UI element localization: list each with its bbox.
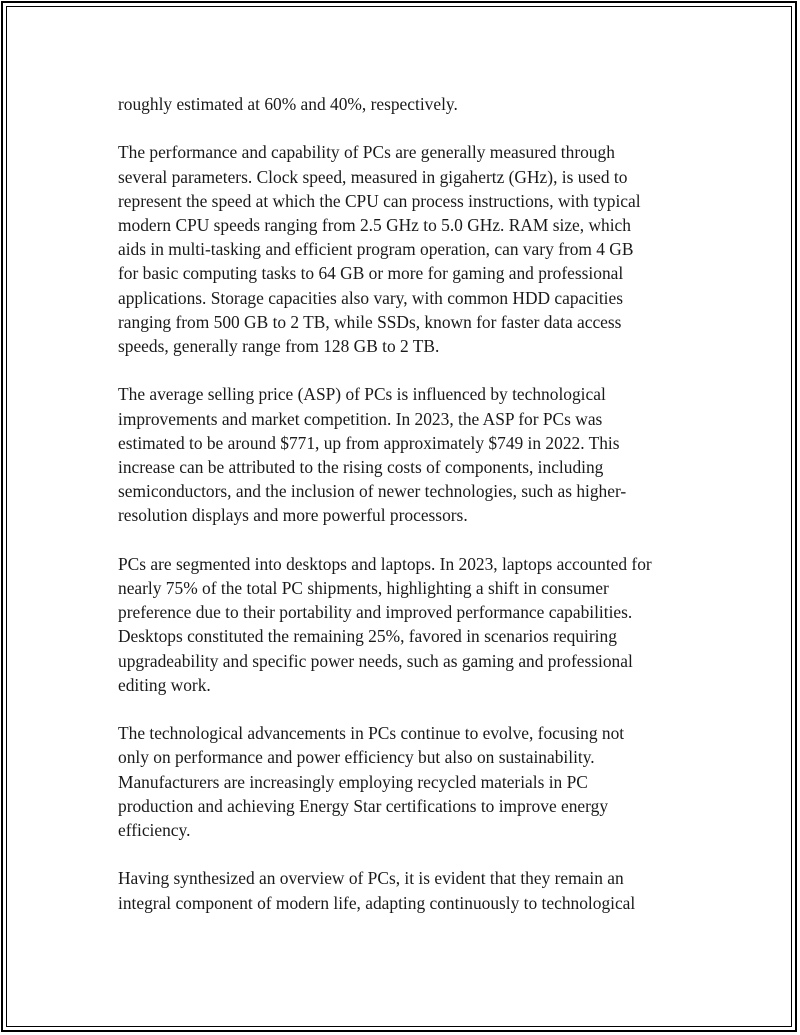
- paragraph-segmentation: PCs are segmented into desktops and laptops. In 2023, laptops accounted for nearly 75% of the total PC shipments, highlighting a shift in consumer preference due to their portability and improved performance capabilities. Desktops constituted the remaining 25%, favored in scenarios requiring upgradeability and specific power needs, such as gaming and professional editing work.: [118, 553, 652, 695]
- document-body: [118, 92, 688, 939]
- paragraph-technological-advancements: The technological advancements in PCs continue to evolve, focusing not only on performance and power efficiency but also on sustainability. Manufacturers are increasingly employing recycled materials in PC production and achieving Energy Star certifications to improve energy efficiency.: [118, 723, 625, 841]
- paragraph-overview-conclusion: Having synthesized an overview of PCs, it is evident that they remain an integral component of modern life, adapting continuously to technological: [118, 868, 636, 913]
- paragraph-average-selling-price: The average selling price (ASP) of PCs is influenced by technological improvements and market competition. In 2023, the ASP for PCs was estimated to be around $771, up from approximately $749 in 2022. This increase can be attributed to the rising costs of components, including semiconductors, and the inclusion of newer technologies, such as higher- resolution displays and more powerful processors.: [118, 384, 627, 526]
- paragraph-market-share-continuation: roughly estimated at 60% and 40%, respectively.: [118, 94, 458, 114]
- paragraph-performance: The performance and capability of PCs are generally measured through several parameters. Clock speed, measured in gigahertz (GHz), is used to represent the speed at which the CPU can process instructions, with typical modern CPU speeds ranging from 2.5 GHz to 5.0 GHz. RAM size, which aids in multi-tasking and efficient program operation, can vary from 4 GB for basic computing tasks to 64 GB or more for gaming and professional applications. Storage capacities also vary, with common HDD capacities ranging from 500 GB to 2 TB, while SSDs, known for faster data access speeds, generally range from 128 GB to 2 TB.: [118, 142, 641, 357]
